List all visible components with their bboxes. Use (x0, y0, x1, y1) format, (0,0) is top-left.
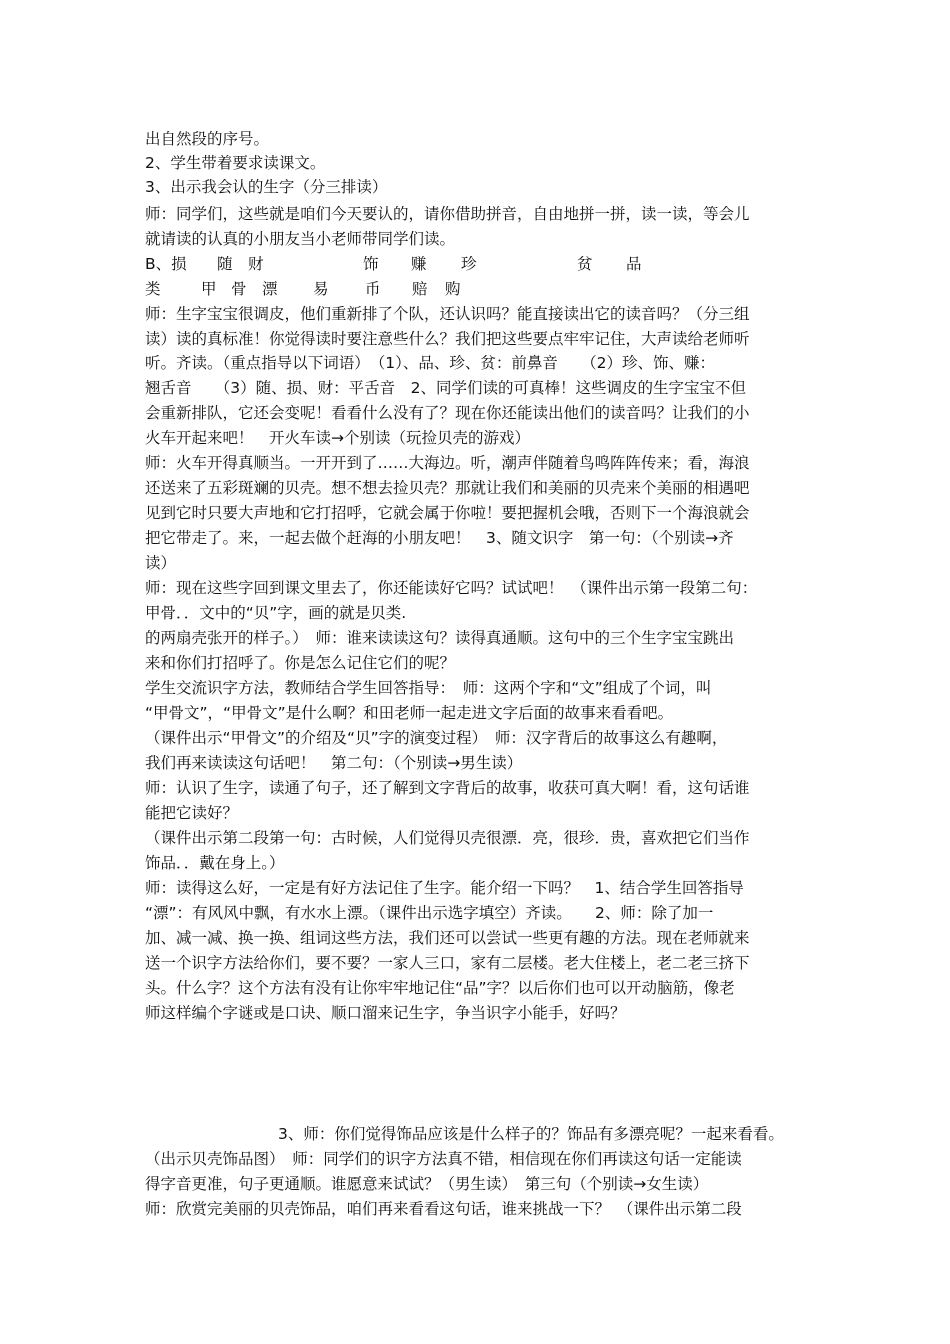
vocab-char: 财 (248, 255, 264, 273)
text-line: 来和你们打招呼了。你是怎么记住它们的呢？ (145, 654, 456, 672)
text-line: 我们再来读读这句话吧！ 第二句：（个别读→男生读） (145, 754, 523, 772)
text-line: （课件出示第二段第一句：古时候，人们觉得贝壳很漂．亮，很珍．贵，喜欢把它们当作 (145, 829, 750, 847)
vocab-char: 随 (217, 255, 233, 273)
text-line: 加、减一减、换一换、组词这些方法，我们还可以尝试一些更有趣的方法。现在老师就来 (145, 929, 750, 947)
text-line: 头。什么字？这个方法有没有让你牢牢地记住“品”字？以后你们也可以开动脑筋，像老 (145, 979, 735, 997)
text-line: 读） (145, 554, 177, 572)
text-line: 师：读得这么好，一定是有好方法记住了生字。能介绍一下吗？ 1、结合学生回答指导 (145, 879, 744, 897)
vocab-char: 品 (626, 255, 642, 273)
text-line: 的两扇壳张开的样子。） 师：谁来读读这句？读得真通顺。这句中的三个生字宝宝跳出 (145, 629, 735, 647)
vocab-char: 易 (313, 280, 329, 298)
vocab-char: 珍 (461, 255, 477, 273)
text-line: 3、出示我会认的生字（分三排读） (145, 178, 388, 196)
text-line: 学生交流识字方法，教师结合学生回答指导： 师：这两个字和“文”组成了个词，叫 (145, 679, 712, 697)
text-line: （课件出示“甲骨文”的介绍及“贝”字的演变过程） 师：汉字背后的故事这么有趣啊， (145, 729, 728, 747)
vocab-char: 饰 (363, 255, 379, 273)
vocab-char: 贫 (577, 255, 593, 273)
text-line: 翘舌音 （3）随、损、财：平舌音 2、同学们读的可真棒！这些调皮的生字宝宝不但 (145, 379, 746, 397)
vocab-char: 甲 (201, 280, 217, 298)
text-line: 能把它读好？ (145, 804, 239, 822)
text-line: 火车开起来吧！ 开火车读→个别读（玩捡贝壳的游戏） (145, 429, 530, 447)
vocab-char: 币 (365, 280, 381, 298)
text-line: 饰品．．戴在身上。） (145, 854, 285, 872)
text-line: 出自然段的序号。 (145, 130, 270, 148)
text-line: 师：现在这些字回到课文里去了，你还能读好它吗？试试吧！ （课件出示第一段第二句： (145, 579, 758, 597)
text-line: 读）读的真标准！你觉得读时要注意些什么？我们把这些要点牢牢记住，大声读给老师听 (145, 330, 750, 348)
text-line: 就请读的认真的小朋友当小老师带同学们读。 (145, 230, 456, 248)
text-line: 会重新排队，它还会变呢！看看什么没有了？现在你还能读出他们的读音吗？让我们的小 (145, 404, 750, 422)
text-line: 3、师：你们觉得饰品应该是什么样子的？饰品有多漂亮呢？一起来看看。 (278, 1125, 784, 1143)
vocab-char: B、损 (145, 255, 187, 273)
text-line: 听。齐读。（重点指导以下词语） （1）、品、珍、贫：前鼻音 （2）珍、饰、赚： (145, 354, 715, 372)
text-line: 师：认识了生字，读通了句子，还了解到文字背后的故事，收获可真大啊！看，这句话谁 (145, 779, 750, 797)
text-line: 见到它时只要大声地和它打招呼，它就会属于你啦！要把握机会哦，否则下一个海浪就会 (145, 504, 750, 522)
text-line: “甲骨文”，“甲骨文”是什么啊？和田老师一起走进文字后面的故事来看看吧。 (145, 704, 674, 722)
vocab-char: 漂 (262, 280, 278, 298)
vocab-char: 购 (445, 280, 461, 298)
text-line: 2、学生带着要求读课文。 (145, 154, 326, 172)
text-line: 得字音更准，句子更通顺。谁愿意来试试？（男生读） 第三句（个别读→女生读） (145, 1175, 709, 1193)
text-line: 师：同学们，这些就是咱们今天要认的，请你借助拼音，自由地拼一拼，读一读，等会儿 (145, 205, 750, 223)
text-line: 送一个识字方法给你们，要不要？一家人三口，家有二层楼。老大住楼上，老二老三挤下 (145, 954, 750, 972)
text-line: 甲骨．．文中的“贝”字，画的就是贝类. (145, 604, 407, 622)
text-line: “漂”：有风风中飘，有水水上漂。（课件出示选字填空）齐读。 2、师：除了加一 (145, 904, 714, 922)
text-line: 师这样编个字谜或是口诀、顺口溜来记生字，争当识字小能手，好吗？ (145, 1004, 626, 1022)
vocab-char: 赚 (411, 255, 427, 273)
text-line: 师：生字宝宝很调皮，他们重新排了个队，还认识吗？能直接读出它的读音吗？（分三组 (145, 305, 750, 323)
vocab-char: 骨 (231, 280, 247, 298)
text-line: 把它带走了。来，一起去做个赶海的小朋友吧！ 3、随文识字 第一句：（个别读→齐 (145, 529, 734, 547)
text-line: （出示贝壳饰品图） 师：同学们的识字方法真不错，相信现在你们再读这句话一定能读 (145, 1150, 742, 1168)
text-line: 还送来了五彩斑斓的贝壳。想不想去捡贝壳？那就让我们和美丽的贝壳来个美丽的相遇吧 (145, 479, 750, 497)
text-line: 师：火车开得真顺当。一开开到了……大海边。听，潮声伴随着鸟鸣阵阵传来；看，海浪 (145, 454, 750, 472)
vocab-char: 类 (145, 280, 161, 298)
vocab-char: 赔 (412, 280, 428, 298)
text-line: 师：欣赏完美丽的贝壳饰品，咱们再来看看这句话，谁来挑战一下？ （课件出示第二段 (145, 1200, 742, 1218)
